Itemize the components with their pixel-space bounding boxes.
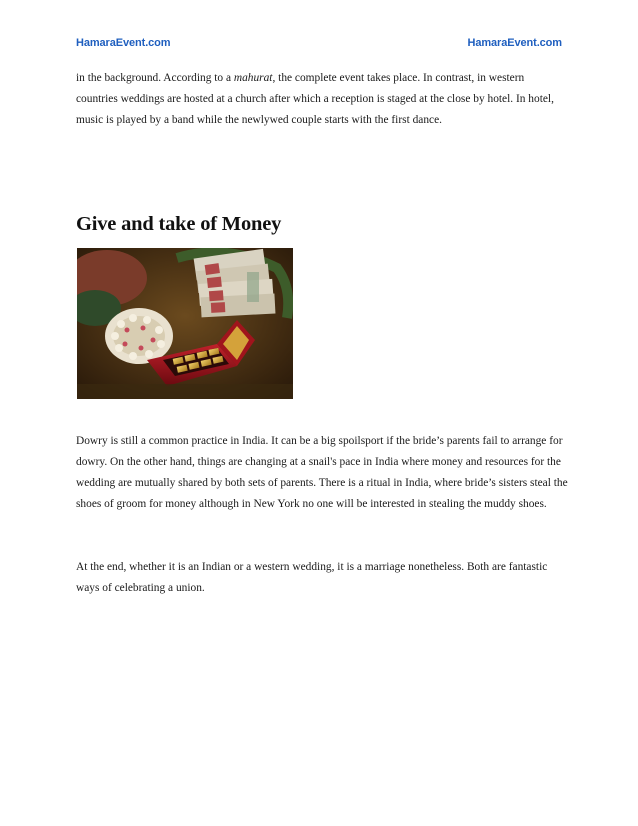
intro-text-before: in the background. According to a bbox=[76, 72, 234, 84]
intro-emphasis: mahurat bbox=[233, 72, 273, 84]
header-link-right[interactable]: HamaraEvent.com bbox=[467, 37, 562, 49]
section-heading: Give and take of Money bbox=[76, 213, 282, 235]
money-gift-box-photo bbox=[77, 248, 293, 399]
header-link-left[interactable]: HamaraEvent.com bbox=[76, 37, 171, 49]
intro-paragraph bbox=[76, 68, 568, 131]
closing-paragraph: At the end, whether it is an Indian or a western wedding, it is a marriage nonetheless. Both are fantastic ways of celebrating a union. bbox=[76, 561, 548, 594]
dowry-paragraph: Dowry is still a common practice in India. It can be a big spoilsport if the bride’s parents fail to arrange for dowry. On the other hand, things are changing at a snail's pace in India where money and resources for the wedding are mutually shared by both sets of parents. There is a ritual in India, where bride’s sisters steal the shoes of groom for money although in New York no one will be interested in stealing the muddy shoes. bbox=[76, 435, 568, 510]
intro-text-after: , the complete event takes place. In contrast, in western countries weddings are hosted at a church after which a reception is staged at the close by hotel. In hotel, music is played by a band while the newlywed couple starts with the first dance. bbox=[76, 72, 554, 126]
